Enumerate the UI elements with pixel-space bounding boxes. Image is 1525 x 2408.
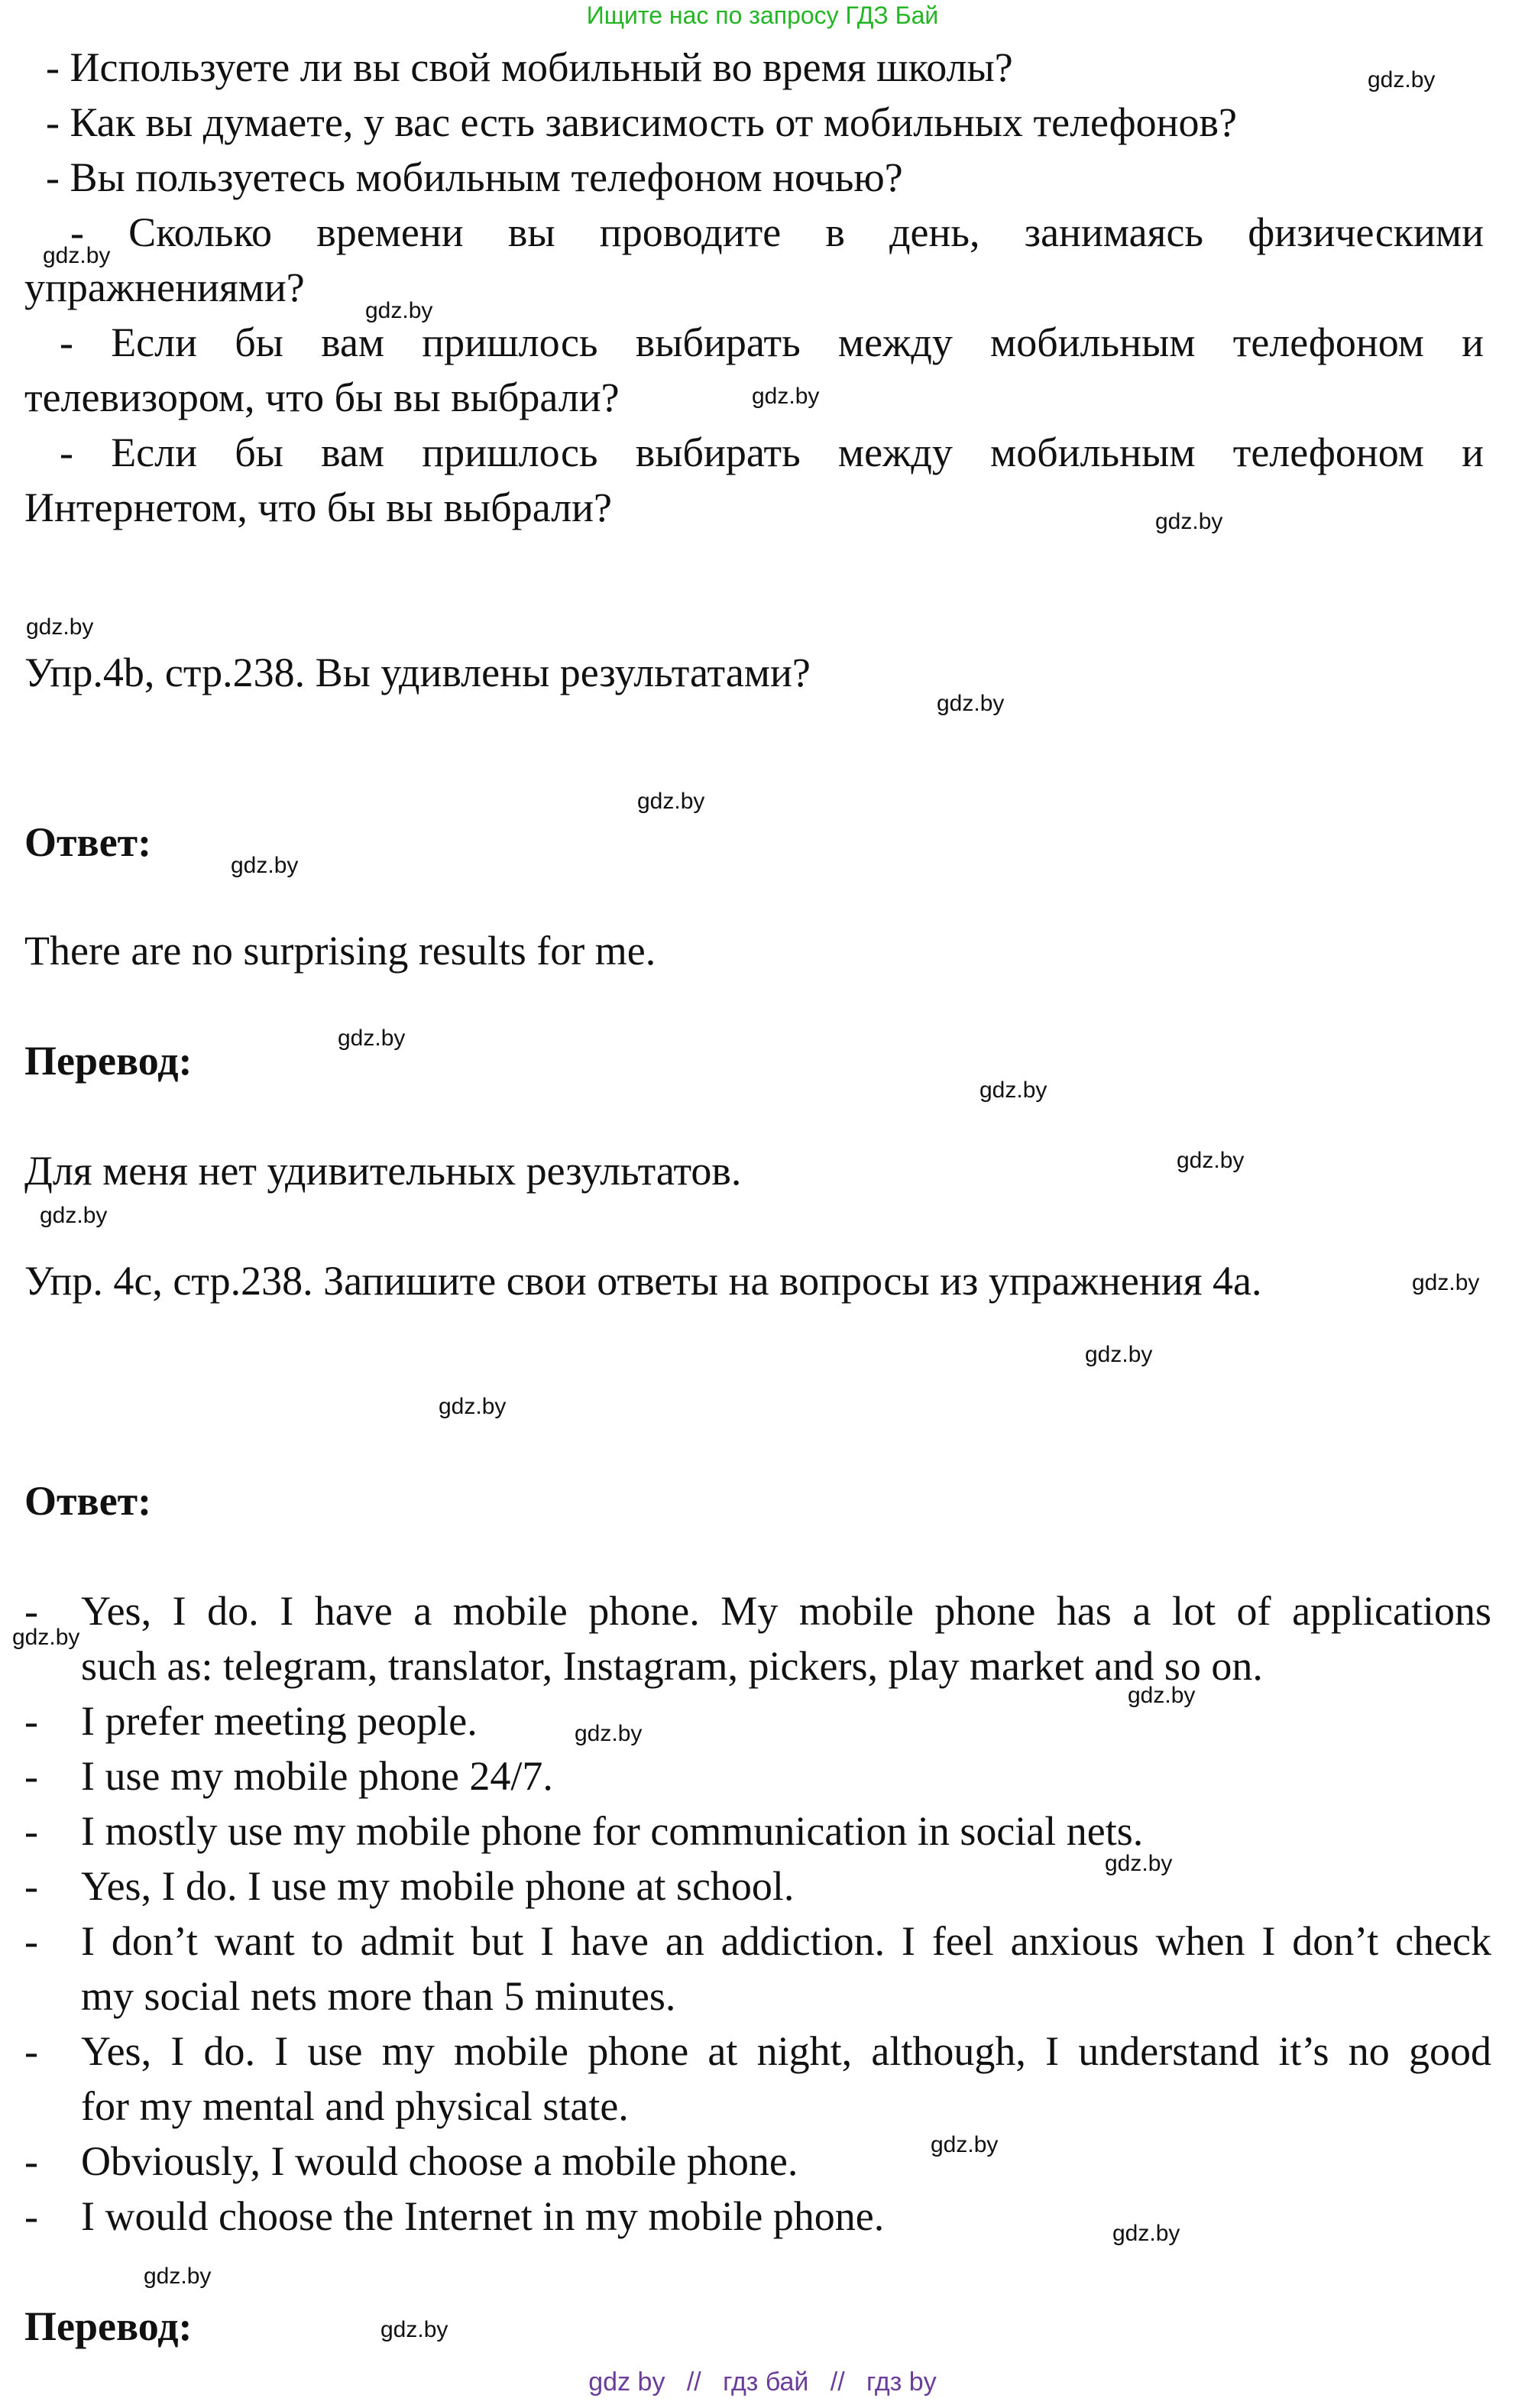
list-bullet: - — [24, 1753, 38, 1799]
list-bullet: - — [24, 2138, 38, 2184]
question-5-line-2: телевизором, что бы вы выбрали? — [24, 374, 620, 420]
exercise-4c-translation-heading: Перевод: — [24, 2303, 193, 2349]
answer-5: Yes, I do. I use my mobile phone at school. — [81, 1863, 795, 1909]
top-banner[interactable]: Ищите нас по запросу ГДЗ Бай — [586, 2, 939, 29]
watermark: gdz.by — [1155, 509, 1223, 534]
answer-7-line-1: Yes, I do. I use my mobile phone at night, although, I understand it’s no good — [81, 2028, 1491, 2074]
watermark: gdz.by — [979, 1078, 1047, 1103]
answer-8: Obviously, I would choose a mobile phone. — [81, 2138, 798, 2184]
list-bullet: - — [24, 1863, 38, 1909]
watermark: gdz.by — [937, 691, 1005, 716]
watermark: gdz.by — [1085, 1342, 1153, 1367]
answer-6-line-1: I don’t want to admit but I have an addiction. I feel anxious when I don’t check — [81, 1918, 1491, 1964]
watermark: gdz.by — [637, 789, 705, 814]
list-bullet: - — [24, 1588, 38, 1634]
footer-separator: // — [830, 2367, 845, 2397]
watermark: gdz.by — [365, 298, 433, 323]
footer-separator: // — [686, 2367, 701, 2397]
list-bullet: - — [24, 1698, 38, 1744]
footer-link-gdz-by[interactable]: gdz by — [588, 2367, 665, 2397]
watermark: gdz.by — [1105, 1851, 1173, 1876]
exercise-4b-translation-heading: Перевод: — [24, 1038, 193, 1084]
watermark: gdz.by — [12, 1625, 80, 1650]
question-6-line-2: Интернетом, что бы вы выбрали? — [24, 485, 612, 530]
exercise-4c-title: Упр. 4c, стр.238. Запишите свои ответы на вопросы из упражнения 4a. — [24, 1258, 1262, 1304]
exercise-4b-translation: Для меня нет удивительных результатов. — [24, 1148, 742, 1194]
watermark: gdz.by — [144, 2264, 212, 2289]
watermark: gdz.by — [1177, 1148, 1245, 1173]
question-4-line-1: - Сколько времени вы проводите в день, занимаясь физическими — [70, 209, 1484, 255]
question-1: - Используете ли вы свой мобильный во время школы? — [46, 44, 1013, 90]
answer-3: I use my mobile phone 24/7. — [81, 1753, 553, 1799]
list-bullet: - — [24, 1808, 38, 1854]
watermark: gdz.by — [1112, 2221, 1180, 2246]
question-3: - Вы пользуетесь мобильным телефоном ночью? — [46, 154, 903, 200]
watermark: gdz.by — [231, 853, 299, 878]
watermark: gdz.by — [931, 2132, 999, 2157]
exercise-4b-title: Упр.4b, стр.238. Вы удивлены результатами? — [24, 650, 811, 695]
exercise-4b-answer-heading: Ответ: — [24, 819, 152, 865]
list-bullet: - — [24, 2193, 38, 2239]
answer-4: I mostly use my mobile phone for communication in social nets. — [81, 1808, 1144, 1854]
watermark: gdz.by — [752, 384, 820, 409]
answer-6-line-2: my social nets more than 5 minutes. — [81, 1973, 676, 2019]
question-2: - Как вы думаете, у вас есть зависимость от мобильных телефонов? — [46, 99, 1238, 145]
watermark: gdz.by — [40, 1203, 108, 1228]
answer-9: I would choose the Internet in my mobile phone. — [81, 2193, 885, 2239]
exercise-4c-answer-heading: Ответ: — [24, 1478, 152, 1524]
question-4-line-2: упражнениями? — [24, 264, 305, 310]
footer-link-gdz-bay[interactable]: гдз бай — [723, 2367, 809, 2397]
watermark: gdz.by — [338, 1026, 406, 1051]
watermark: gdz.by — [1412, 1270, 1480, 1295]
footer-links — [0, 2367, 1525, 2397]
watermark: gdz.by — [43, 243, 111, 268]
list-bullet: - — [24, 1918, 38, 1964]
list-bullet: - — [24, 2028, 38, 2074]
watermark: gdz.by — [439, 1394, 507, 1419]
footer-link-gdz-by-cyr[interactable]: гдз by — [866, 2367, 937, 2397]
answer-1-line-2: such as: telegram, translator, Instagram, pickers, play market and so on. — [81, 1643, 1263, 1689]
answer-7-line-2: for my mental and physical state. — [81, 2083, 629, 2129]
exercise-4b-answer: There are no surprising results for me. — [24, 928, 656, 974]
watermark: gdz.by — [26, 614, 94, 640]
answer-1-line-1: Yes, I do. I have a mobile phone. My mobile phone has a lot of applications — [81, 1588, 1491, 1634]
watermark: gdz.by — [1368, 67, 1436, 92]
question-5-line-1: - Если бы вам пришлось выбирать между мобильным телефоном и — [60, 319, 1484, 365]
watermark: gdz.by — [380, 2317, 448, 2342]
watermark: gdz.by — [575, 1721, 643, 1746]
watermark: gdz.by — [1128, 1683, 1196, 1708]
question-6-line-1: - Если бы вам пришлось выбирать между мобильным телефоном и — [60, 429, 1484, 475]
answer-2: I prefer meeting people. — [81, 1698, 478, 1744]
